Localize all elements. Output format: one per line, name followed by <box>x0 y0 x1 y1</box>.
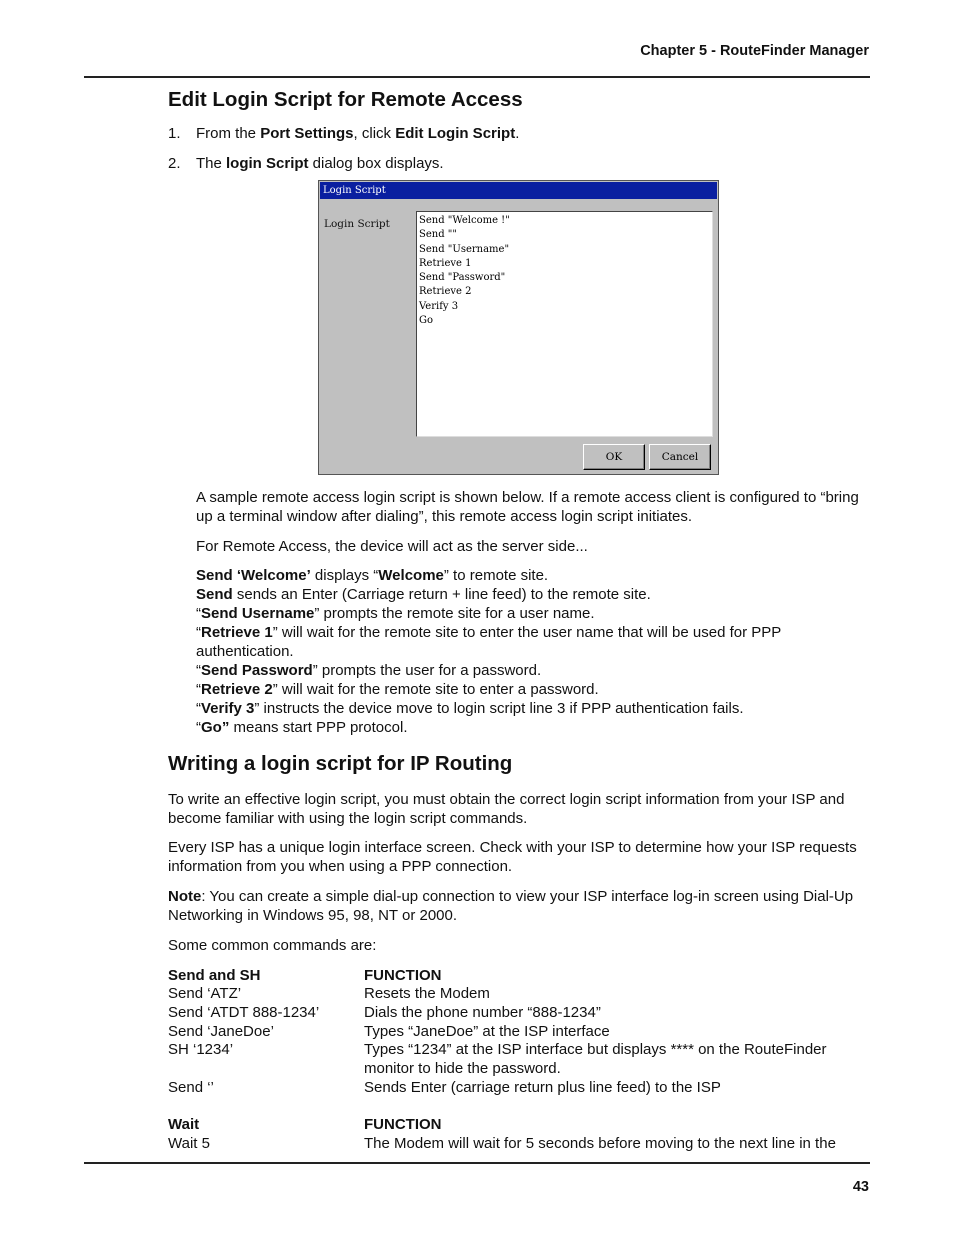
table-header: FUNCTION <box>364 1116 442 1133</box>
table-cell: Types “JaneDoe” at the ISP interface <box>364 1023 610 1040</box>
table-cell: Types “1234” at the ISP interface but displays **** on the RouteFinder monitor to hide the password. <box>364 1041 827 1077</box>
section-title-edit-login: Edit Login Script for Remote Access <box>168 88 523 111</box>
table-cell: Wait 5 <box>168 1135 210 1152</box>
explanation-line: Send sends an Enter (Carriage return + line feed) to the remote site. <box>196 586 651 603</box>
command-explanations <box>196 566 861 737</box>
script-line: Retrieve 1 <box>419 257 472 269</box>
paragraph: To write an effective login script, you must obtain the correct login script information from your ISP and become familiar with using the login script commands. <box>168 791 845 827</box>
description-paragraph: For Remote Access, the device will act as the server side... <box>196 538 588 555</box>
script-line: Send "" <box>419 229 457 241</box>
script-textarea[interactable] <box>416 211 713 437</box>
table-header: Wait <box>168 1116 200 1133</box>
ok-button[interactable]: OK <box>583 444 645 470</box>
script-line: Send "Welcome !" <box>419 215 510 226</box>
step-2: The login Script dialog box displays. <box>196 155 444 172</box>
table-cell: Sends Enter (carriage return plus line feed) to the ISP <box>364 1079 721 1096</box>
explanation-line: “Send Password” prompts the user for a password. <box>196 662 542 679</box>
step-1: From the Port Settings, click Edit Login Script. <box>196 125 520 142</box>
section-title-ip-routing: Writing a login script for IP Routing <box>168 752 513 775</box>
header-rule <box>84 76 870 78</box>
explanation-line: “Send Username” prompts the remote site for a user name. <box>196 605 595 622</box>
table-cell: Send ‘ATDT 888-1234’ <box>168 1004 320 1021</box>
script-line: Verify 3 <box>419 300 459 312</box>
table-cell: Send ‘ATZ’ <box>168 985 242 1002</box>
page-number: 43 <box>852 1179 869 1195</box>
login-script-dialog <box>318 180 719 475</box>
table-cell: Dials the phone number “888-1234” <box>364 1004 601 1021</box>
paragraph: Some common commands are: <box>168 937 377 954</box>
script-line: Go <box>419 315 434 327</box>
script-line: Send "Username" <box>419 243 510 255</box>
cancel-button[interactable]: Cancel <box>649 444 711 470</box>
chapter-header: Chapter 5 - RouteFinder Manager <box>640 43 869 59</box>
explanation-line: “Go” means start PPP protocol. <box>196 719 408 736</box>
step-number: 2. <box>168 155 181 172</box>
table-header: Send and SH <box>168 967 261 984</box>
note-paragraph: Note: You can create a simple dial-up connection to view your ISP interface log-in screen using Dial-Up Networking in Windows 95, 98, NT or 2000. <box>168 888 854 924</box>
footer-rule <box>84 1162 870 1164</box>
step-number: 1. <box>168 125 181 142</box>
table-cell: Resets the Modem <box>364 985 490 1002</box>
script-line: Retrieve 2 <box>419 286 472 298</box>
explanation-line: “Retrieve 1” will wait for the remote site to enter the user name that will be used for PPP authentication. <box>196 624 782 660</box>
explanation-line: Send ‘Welcome’ displays “Welcome” to remote site. <box>196 567 549 584</box>
paragraph: Every ISP has a unique login interface screen. Check with your ISP to determine how your ISP requests information from you when using a PPP connection. <box>168 839 857 875</box>
explanation-line: “Retrieve 2” will wait for the remote site to enter a password. <box>196 681 599 698</box>
table-cell: The Modem will wait for 5 seconds before moving to the next line in the <box>364 1135 836 1152</box>
dialog-label: Login Script <box>324 218 390 230</box>
description-paragraph: A sample remote access login script is shown below. If a remote access client is configured to “bring up a terminal window after dialing”, this remote access login script initiates. <box>196 489 859 525</box>
table-cell: Send ‘JaneDoe’ <box>168 1023 274 1040</box>
table-header: FUNCTION <box>364 967 442 984</box>
explanation-line: “Verify 3” instructs the device move to login script line 3 if PPP authentication fails. <box>196 700 744 717</box>
table-cell: SH ‘1234’ <box>168 1041 234 1058</box>
table-cell: Send ‘’ <box>168 1079 214 1096</box>
script-line: Send "Password" <box>419 272 506 284</box>
dialog-title-bar: Login Script <box>320 182 717 199</box>
